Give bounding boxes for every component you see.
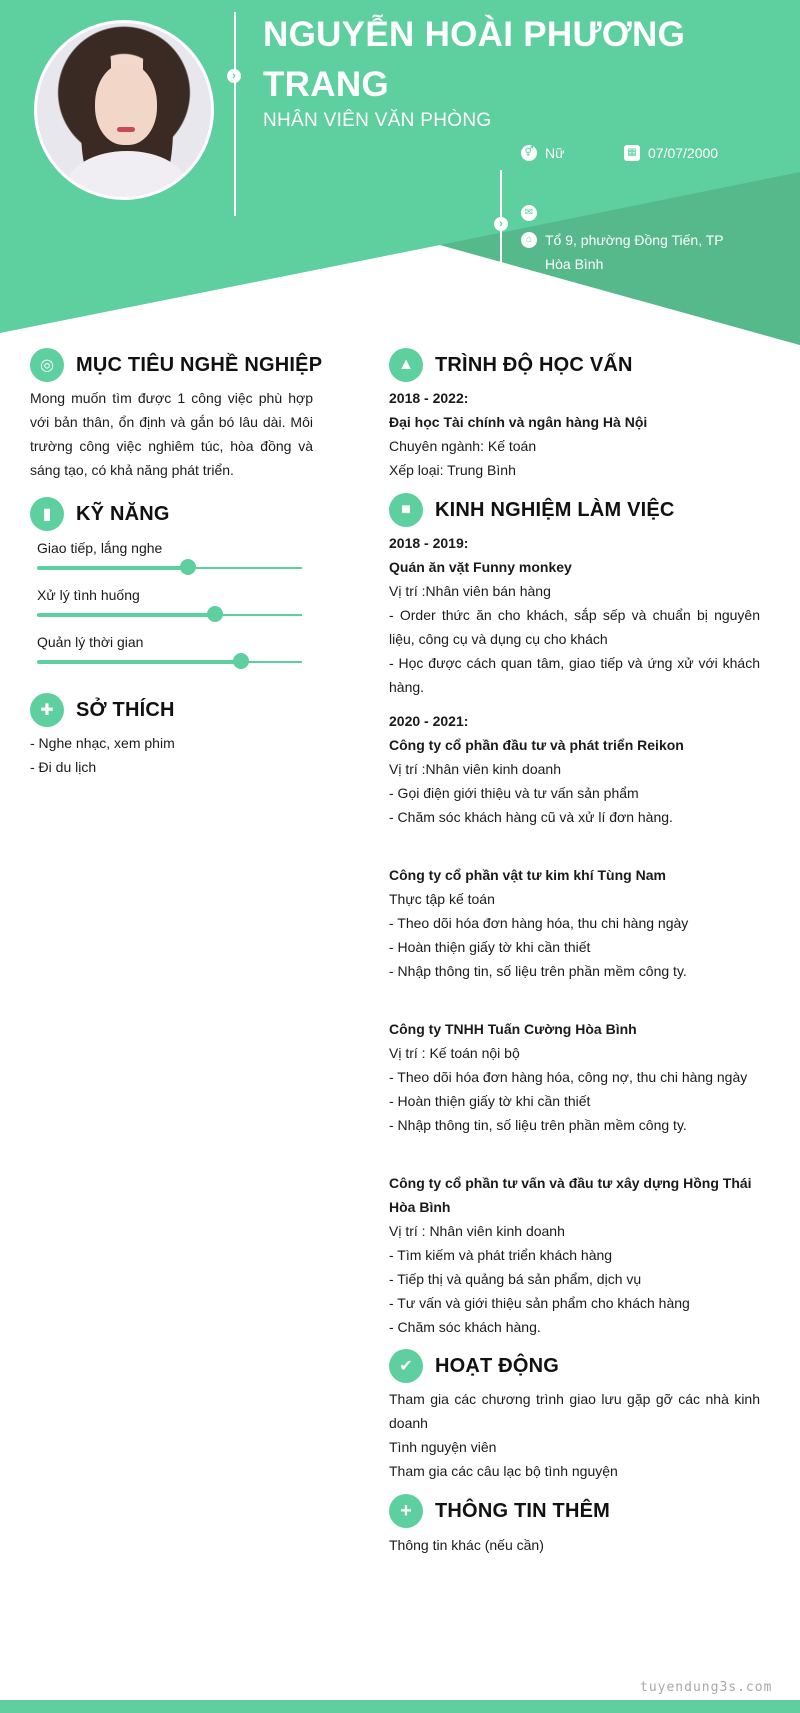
experience-position: Vị trí : Nhân viên kinh doanh: [389, 1223, 565, 1239]
experience-line: - Chăm sóc khách hàng cũ và xử lí đơn hàng.: [389, 809, 673, 825]
experience-line: - Tìm kiếm và phát triển khách hàng: [389, 1247, 613, 1263]
bar-chart-icon: ▮: [30, 497, 64, 531]
objective-title: MỤC TIÊU NGHỀ NGHIỆP: [76, 353, 323, 376]
experience-company: Công ty TNHH Tuấn Cường Hòa Bình: [389, 1021, 637, 1037]
experience-line: - Nhập thông tin, số liệu trên phần mềm công ty.: [389, 963, 687, 979]
activity-item: Tình nguyện viên: [389, 1439, 497, 1455]
header-divider: [234, 12, 236, 216]
education-school: Đại học Tài chính và ngân hàng Hà Nội: [389, 414, 648, 430]
activities-heading: [389, 1349, 559, 1383]
experience-line: - Tiếp thị và quảng bá sản phẩm, dịch vụ: [389, 1271, 642, 1287]
thumbs-up-icon: ✔: [389, 1349, 423, 1383]
calendar-icon: ▦: [624, 145, 640, 161]
experience-position: Vị trí : Kế toán nội bộ: [389, 1045, 520, 1061]
footer-bar: [0, 1700, 800, 1713]
extra-title: THÔNG TIN THÊM: [435, 1499, 611, 1522]
skill-label: Quản lý thời gian: [37, 634, 144, 650]
experience-line: - Hoàn thiện giấy tờ khi cần thiết: [389, 1093, 591, 1109]
experience-line: - Học được cách quan tâm, giao tiếp và ứng xử với khách hàng.: [389, 655, 760, 695]
experience-position: Thực tập kế toán: [389, 891, 495, 907]
experience-item: [389, 863, 760, 983]
experience-line: - Theo dõi hóa đơn hàng hóa, công nợ, thu chi hàng ngày: [389, 1069, 748, 1085]
chevron-right-icon: ›: [227, 69, 241, 83]
education-block: [389, 386, 760, 482]
experience-company: Công ty cổ phần tư vấn và đầu tư xây dựng Hồng Thái Hòa Bình: [389, 1175, 752, 1215]
skill-fill: [37, 660, 241, 664]
chevron-right-icon: ›: [494, 217, 508, 231]
skill-fill: [37, 613, 215, 617]
birthdate-value: 07/07/2000: [648, 145, 719, 161]
experience-position: Vị trí :Nhân viên kinh doanh: [389, 761, 561, 777]
experience-line: - Hoàn thiện giấy tờ khi cần thiết: [389, 939, 591, 955]
address-value: Tổ 9, phường Đồng Tiến, TP Hòa Bình: [545, 232, 724, 272]
hobby-item: - Nghe nhạc, xem phim: [30, 735, 175, 751]
experience-company: Công ty cổ phần vật tư kim khí Tùng Nam: [389, 867, 666, 883]
experience-period: 2020 - 2021:: [389, 713, 469, 729]
graduation-cap-icon: ▲: [389, 348, 423, 382]
birthdate-info: [624, 141, 718, 165]
avatar: [34, 20, 214, 200]
gamepad-icon: ✚: [30, 693, 64, 727]
experience-line: - Theo dõi hóa đơn hàng hóa, thu chi hàng ngày: [389, 915, 689, 931]
address-info: [521, 228, 751, 276]
experience-company: Công ty cổ phần đầu tư và phát triển Reikon: [389, 737, 684, 753]
skill-fill: [37, 566, 188, 570]
job-title: NHÂN VIÊN VĂN PHÒNG: [263, 110, 492, 131]
skill-label: Giao tiếp, lắng nghe: [37, 540, 163, 556]
skill-slider-handle: [207, 606, 223, 622]
experience-line: - Order thức ăn cho khách, sắp sếp và chuẩn bị nguyên liệu, công cụ và dụng cụ cho khách: [389, 607, 760, 647]
education-rank: Xếp loại: Trung Bình: [389, 462, 516, 478]
gender-info: [521, 141, 564, 165]
experience-line: - Chăm sóc khách hàng.: [389, 1319, 541, 1335]
skill-slider-handle: [233, 653, 249, 669]
activity-item: Tham gia các câu lạc bộ tình nguyện: [389, 1463, 618, 1479]
target-icon: ◎: [30, 348, 64, 382]
hobbies-title: SỞ THÍCH: [76, 698, 175, 721]
activities-title: HOẠT ĐỘNG: [435, 1354, 560, 1377]
extra-heading: [389, 1494, 610, 1528]
hobby-item: - Đi du lịch: [30, 759, 97, 775]
skill-slider-handle: [180, 559, 196, 575]
briefcase-icon: ■: [389, 493, 423, 527]
experience-item: [389, 709, 760, 829]
experience-title: KINH NGHIỆM LÀM VIỆC: [435, 498, 675, 521]
education-heading: [389, 348, 633, 382]
activities-block: [389, 1387, 760, 1483]
experience-line: - Nhập thông tin, số liệu trên phần mềm công ty.: [389, 1117, 687, 1133]
education-title: TRÌNH ĐỘ HỌC VẤN: [435, 353, 633, 376]
experience-line: - Tư vấn và giới thiệu sản phẩm cho khách hàng: [389, 1295, 690, 1311]
email-icon: ✉: [521, 205, 537, 221]
experience-item: [389, 1017, 760, 1137]
experience-position: Vị trí :Nhân viên bán hàng: [389, 583, 551, 599]
gender-value: Nữ: [545, 145, 565, 161]
experience-item: [389, 531, 760, 699]
experience-period: 2018 - 2019:: [389, 535, 469, 551]
email-info: [521, 201, 545, 221]
full-name: NGUYỄN HOÀI PHƯƠNG TRANG: [263, 15, 686, 104]
home-icon: ⌂: [521, 232, 537, 248]
gender-icon: ⚥: [521, 145, 537, 161]
skills-title: KỸ NĂNG: [76, 502, 170, 525]
hobbies-heading: [30, 693, 175, 727]
experience-line: - Gọi điện giới thiệu và tư vấn sản phẩm: [389, 785, 639, 801]
extra-text: Thông tin khác (nếu cần): [389, 1537, 544, 1553]
watermark: tuyendung3s.com: [640, 1680, 773, 1695]
experience-item: [389, 1171, 760, 1339]
experience-company: Quán ăn vặt Funny monkey: [389, 559, 572, 575]
activity-item: Tham gia các chương trình giao lưu gặp gỡ các nhà kinh doanh: [389, 1391, 760, 1431]
plus-circle-icon: +: [389, 1494, 423, 1528]
experience-heading: [389, 493, 675, 527]
objective-text: Mong muốn tìm được 1 công việc phù hợp với bản thân, ổn định và gắn bó lâu dài. Môi trường công việc nghiêm túc, hòa đồng và sáng tạo, có khả năng phát triển.: [30, 390, 313, 478]
skills-heading: [30, 497, 170, 531]
skill-label: Xử lý tình huống: [37, 587, 140, 603]
objective-heading: [30, 348, 322, 382]
education-period: 2018 - 2022:: [389, 390, 469, 406]
education-major: Chuyên ngành: Kế toán: [389, 438, 537, 454]
